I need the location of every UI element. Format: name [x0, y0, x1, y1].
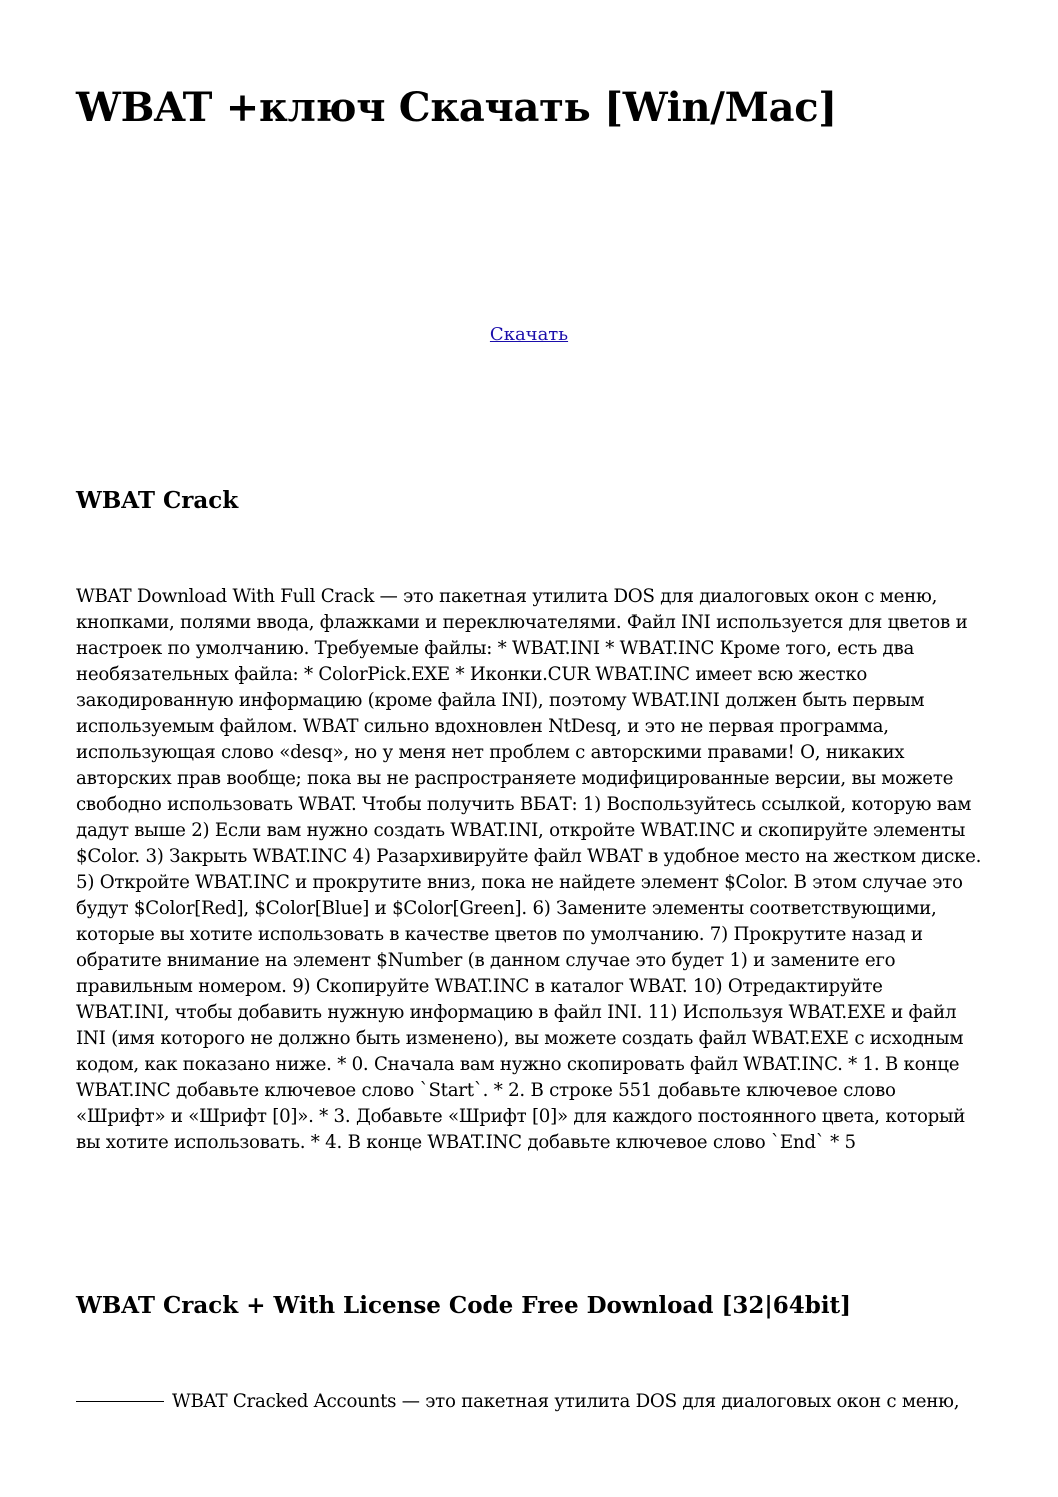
paragraph-line: WBAT Download With Full Crack — это пакетная утилита DOS для диалоговых окон с меню, [76, 586, 938, 607]
horizontal-rule [76, 1401, 164, 1402]
paragraph-line: настроек по умолчанию. Требуемые файлы: * WBAT.INI * WBAT.INC Кроме того, есть два [76, 638, 915, 659]
paragraph-line: INI (имя которого не должно быть изменено), вы можете создать файл WBAT.EXE с исходным [76, 1028, 964, 1049]
paragraph-line: которые вы хотите использовать в качестве цветов по умолчанию. 7) Прокрутите назад и [76, 924, 923, 945]
paragraph-line: $Color. 3) Закрыть WBAT.INC 4) Разархивируйте файл WBAT в удобное место на жестком диске. [76, 846, 982, 867]
description-paragraph [76, 584, 986, 1156]
page-title: WBAT +ключ Скачать [Win/Mac] [76, 84, 837, 131]
paragraph-line: авторских прав вообще; пока вы не распространяете модифицированные версии, вы можете [76, 768, 954, 789]
cracked-accounts-paragraph [76, 1389, 959, 1415]
paragraph-line: WBAT.INI, чтобы добавить нужную информацию в файл INI. 11) Используя WBAT.EXE и файл [76, 1002, 957, 1023]
paragraph-line: обратите внимание на элемент $Number (в данном случае это будет 1) и замените его [76, 950, 896, 971]
paragraph-line: закодированную информацию (кроме файла INI), поэтому WBAT.INI должен быть первым [76, 690, 925, 711]
paragraph-line: «Шрифт» и «Шрифт [0]». * 3. Добавьте «Шрифт [0]» для каждого постоянного цвета, который [76, 1106, 966, 1127]
paragraph-line: будут $Color[Red], $Color[Blue] и $Color[Green]. 6) Замените элементы соответствующими, [76, 898, 937, 919]
paragraph-line: кнопками, полями ввода, флажками и переключателями. Файл INI используется для цветов и [76, 612, 968, 633]
section-heading-wbat-crack: WBAT Crack [76, 487, 239, 514]
download-link-container [0, 323, 1058, 347]
download-link[interactable]: Скачать [489, 324, 569, 345]
paragraph-line: необязательных файла: * ColorPick.EXE * Иконки.CUR WBAT.INC имеет всю жестко [76, 664, 868, 685]
paragraph-line: правильным номером. 9) Скопируйте WBAT.INC в каталог WBAT. 10) Отредактируйте [76, 976, 883, 997]
paragraph-line: вы хотите использовать. * 4. В конце WBAT.INC добавьте ключевое слово `End` * 5 [76, 1132, 856, 1153]
paragraph-line: WBAT Cracked Accounts — это пакетная утилита DOS для диалоговых окон с меню, [172, 1391, 960, 1412]
paragraph-line: используемым файлом. WBAT сильно вдохновлен NtDesq, и это не первая программа, [76, 716, 889, 737]
paragraph-line: дадут выше 2) Если вам нужно создать WBAT.INI, откройте WBAT.INC и скопируйте элементы [76, 820, 966, 841]
paragraph-line: свободно использовать WBAT. Чтобы получить ВБАТ: 1) Воспользуйтесь ссылкой, которую вам [76, 794, 972, 815]
section-heading-license-code: WBAT Crack + With License Code Free Download [32|64bit] [76, 1292, 852, 1319]
paragraph-line: кодом, как показано ниже. * 0. Сначала вам нужно скопировать файл WBAT.INC. * 1. В конце [76, 1054, 960, 1075]
paragraph-line: использующая слово «desq», но у меня нет проблем с авторскими правами! О, никаких [76, 742, 905, 763]
paragraph-line: 5) Откройте WBAT.INC и прокрутите вниз, пока не найдете элемент $Color. В этом случае это [76, 872, 963, 893]
paragraph-line: WBAT.INC добавьте ключевое слово `Start`. * 2. В строке 551 добавьте ключевое слово [76, 1080, 896, 1101]
